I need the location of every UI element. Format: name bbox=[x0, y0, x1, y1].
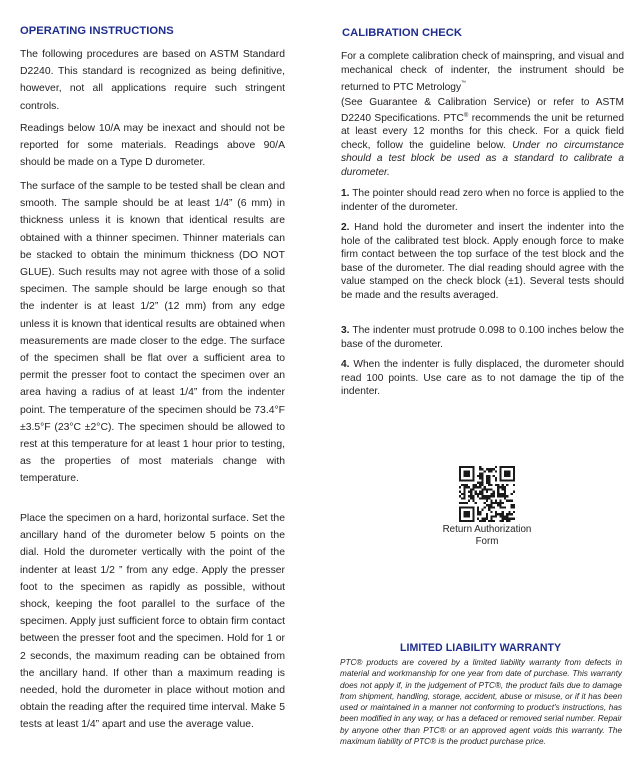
limited-liability-warranty-title: LIMITED LIABILITY WARRANTY bbox=[400, 642, 562, 654]
calibration-check-title: CALIBRATION CHECK bbox=[342, 27, 462, 39]
calibration-step-2: 2. Hand hold the durometer and insert the indenter into the hole of the calibrated test block. Apply enough force to make firm contact between the top surface of the test block and the base of the durometer. The dial reading should agree with the value stamped on the check block (±1). Several tests should be made and the results averaged. bbox=[341, 222, 624, 301]
qr-code-icon[interactable] bbox=[459, 466, 515, 522]
operating-paragraph-1: The following procedures are based on ASTM Standard D2240. This standard is recognized as being definitive, however, not all applications require such stringent controls. bbox=[20, 49, 285, 112]
calibration-step-4: 4. When the indenter is fully displaced, the durometer should read 100 points. Use care as to not damage the tip of the indenter. bbox=[341, 359, 624, 398]
return-authorization-qr-block[interactable] bbox=[437, 466, 537, 549]
qr-caption bbox=[437, 524, 537, 549]
operating-paragraph-2: Readings below 10/A may be inexact and should not be reported for some materials. Readings above 90/A should be made on a Type D durometer. bbox=[20, 123, 285, 169]
qr-caption-line-2: Form bbox=[475, 536, 499, 548]
calibration-guidance: (See Guarantee & Calibration Service) or refer to ASTM D2240 Specifications. PTC® recommends the unit be returned at least every 12 months for this check. For a quick field check, follow the guideline below. Under no circumstance should a test block be used as a standard to calibrate a durometer. bbox=[341, 97, 624, 178]
operating-instructions-title: OPERATING INSTRUCTIONS bbox=[20, 25, 174, 37]
qr-caption-line-1: Return Authorization bbox=[442, 524, 532, 535]
warranty-text: PTC® products are covered by a limited liability warranty from defects in material and workmanship for one year from date of purchase. This warranty does not apply if, in the judgement of PTC®, the product fails due to damage from shipment, handling, storage, accident, abuse or misuse, or if it has been used or maintained in a manner not conforming to product's instructions, has been modified in any way, or has a defaced or removed serial number. Repair by anyone other than PTC® or an approved agent voids this warranty. The maximum liability of PTC® is the product purchase price. bbox=[340, 658, 622, 747]
calibration-step-1: 1. The pointer should read zero when no force is applied to the indenter of the durometer. bbox=[341, 188, 624, 213]
operating-paragraph-4: Place the specimen on a hard, horizontal surface. Set the ancillary hand of the durometer below 5 points on the dial. Hold the durometer vertically with the point of the indenter at least 1/2 ” from any edge. Apply the presser foot to the specimen as rapidly as possible, without shock, keeping the foot parallel to the surface of the specimen. Apply just sufficient force to obtain firm contact between the presser foot and the specimen. Hold for 1 or 2 seconds, the maximum reading can be obtained from the ancillary hand. If other than a maximum reading is needed, hold the durometer in place without motion and obtain the reading after the required time interval. Make 5 tests at least 1/4” apart and use the average value. bbox=[20, 513, 285, 731]
calibration-step-3: 3. The indenter must protrude 0.098 to 0.100 inches below the base of the durometer. bbox=[341, 325, 624, 350]
calibration-intro: For a complete calibration check of mainspring, and visual and mechanical check of indenter, the instrument should be returned to PTC Metrology™ bbox=[341, 51, 624, 94]
operating-paragraph-3: The surface of the sample to be tested shall be clean and smooth. The sample should be at least 1/4” (6 mm) in thickness unless it is known that identical results are obtained with a thinner specimen. Thinner materials can be stacked to obtain the minimum thickness (DO NOT GLUE). Such results may not agree with those of a solid specimen. The sample should be large enough so that the indenter is at least 1/2” (12 mm) from any edge unless it is known that identical results are obtained when measurements are made closer to the edge. The surface of the specimen shall be flat over a sufficient area to permit the presser foot to contact the specimen over an area having a radius of at least 1/4” from the indenter point. The temperature of the specimen should be 73.4°F ±3.5°F (23°C ±2°C). The specimen should be allowed to rest at this temperature for at least 1 hour prior to testing, as the properties of most materials change with temperature. bbox=[20, 181, 285, 485]
